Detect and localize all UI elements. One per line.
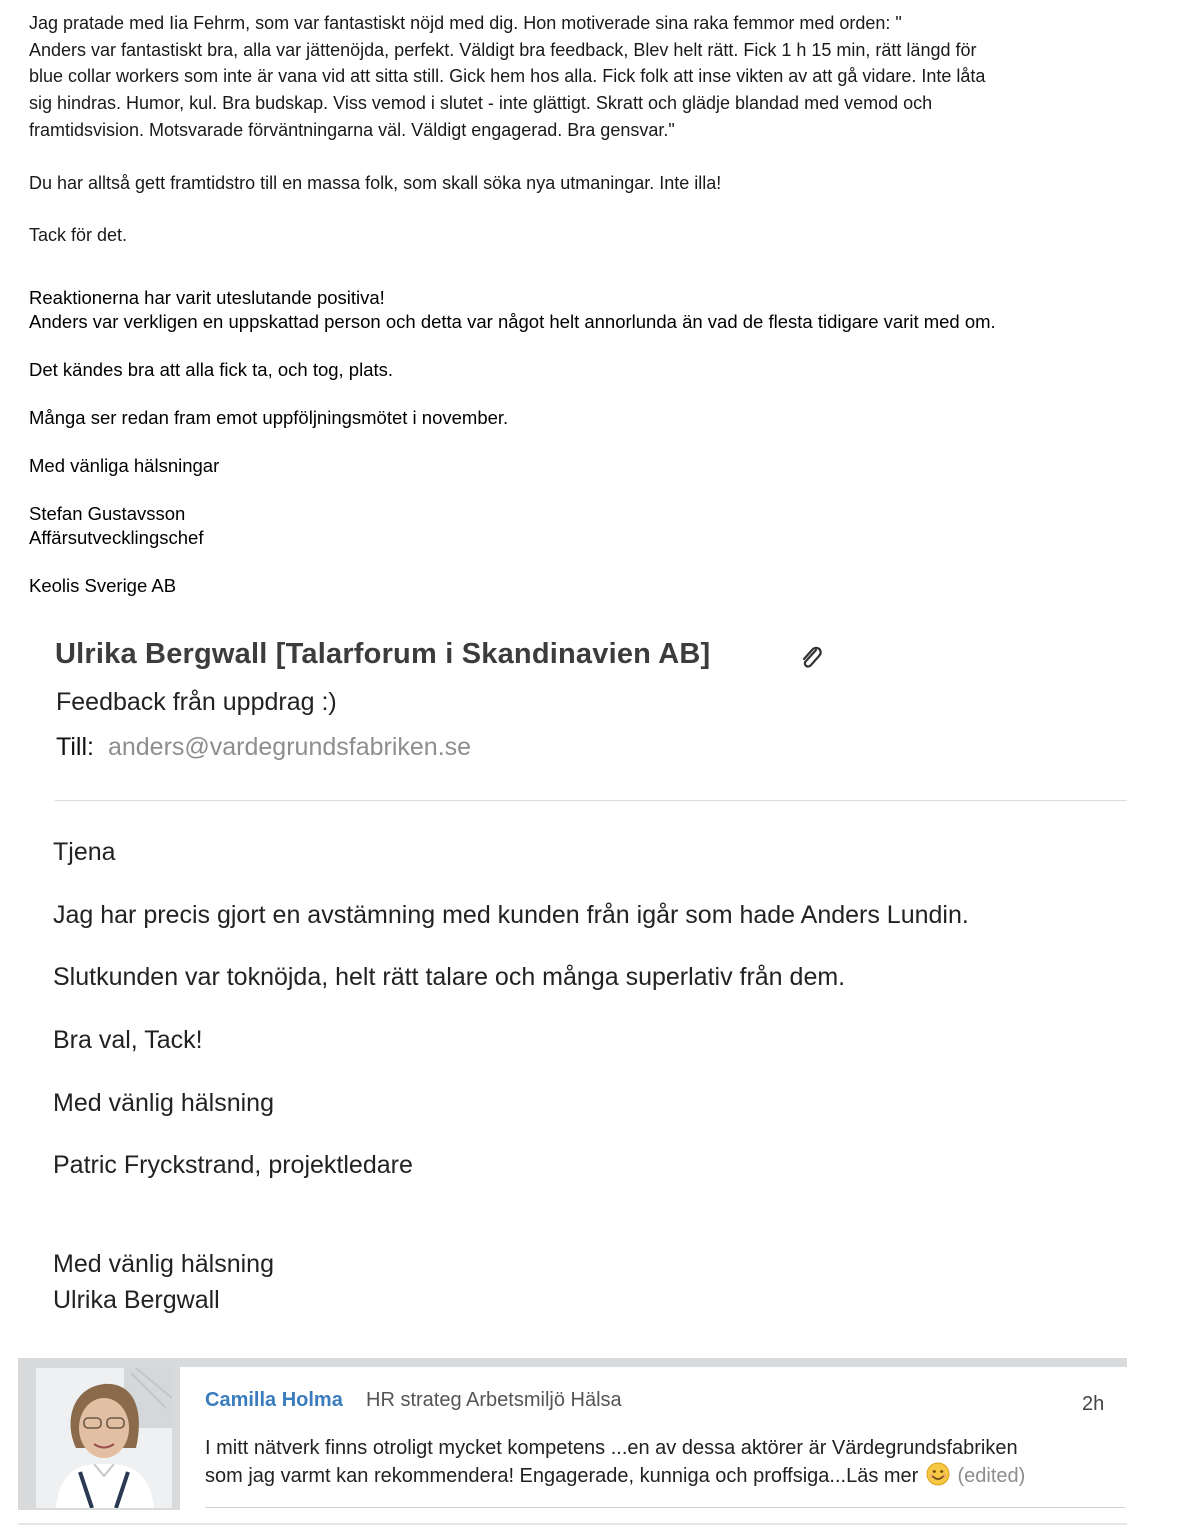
smiling-face-icon: [926, 1462, 950, 1486]
first-email-line: blue collar workers som inte är vana vid att sitta still. Gick hem hos alla. Fick folk att inse vikten av att gå vidare. Inte låta: [29, 66, 986, 87]
header-divider: [55, 800, 1127, 801]
post-text-line2: [205, 1462, 1125, 1490]
signature-role: Affärsutvecklingschef: [29, 527, 204, 548]
mail-body-line: Patric Fryckstrand, projektledare: [53, 1151, 413, 1179]
first-email-line: Jag pratade med Iia Fehrm, som var fantastiskt nöjd med dig. Hon motiverade sina raka femmor med orden: ": [29, 13, 902, 33]
first-email-line: framtidsvision. Motsvarade förväntningarna väl. Väldigt engagerad. Bra gensvar.": [29, 119, 675, 140]
mail-body-line: Slutkunden var toknöjda, helt rätt talare och många superlativ från dem.: [53, 963, 846, 991]
post-author-name[interactable]: Camilla Holma: [205, 1389, 343, 1411]
mail-body-line: Jag har precis gjort en avstämning med kunden från igår som hade Anders Lundin.: [53, 901, 969, 929]
post-edited-label: (edited): [957, 1465, 1026, 1487]
second-email-line: Det kändes bra att alla fick ta, och tog, plats.: [29, 359, 394, 380]
first-email-line: Tack för det.: [29, 225, 128, 246]
paperclip-icon[interactable]: [797, 643, 825, 673]
avatar[interactable]: [36, 1368, 172, 1508]
mail-body-line: Bra val, Tack!: [53, 1026, 203, 1054]
post-author-headline: HR strateg Arbetsmiljö Hälsa: [366, 1389, 622, 1411]
second-email-line: Anders var verkligen en uppskattad person och detta var något helt annorlunda än vad de flesta tidigare varit med om.: [29, 311, 996, 332]
to-label: Till:: [56, 733, 94, 761]
first-email-line: Anders var fantastiskt bra, alla var jättenöjda, perfekt. Väldigt bra feedback, Blev helt rätt. Fick 1 h 15 min, rätt längd för: [29, 39, 977, 60]
post-card-border: [18, 1367, 35, 1510]
post-card-border: [18, 1523, 1127, 1525]
signature-company: Keolis Sverige AB: [29, 575, 177, 596]
first-email-body: [29, 10, 1139, 249]
post-divider: [205, 1507, 1125, 1508]
mail-recipient-row: [56, 733, 471, 762]
post-read-more-text[interactable]: som jag varmt kan rekommendera! Engagerade, kunniga och proffsiga...Läs mer: [205, 1465, 919, 1487]
avatar-photo: [36, 1368, 172, 1508]
mail-subject: Feedback från uppdrag :): [56, 688, 337, 716]
signature-name: Stefan Gustavsson: [29, 503, 186, 524]
post-text: [205, 1434, 1125, 1490]
mail-closing-name: Ulrika Bergwall: [53, 1286, 220, 1314]
mail-closing: Med vänlig hälsning: [53, 1250, 274, 1278]
first-email-line: Du har alltså gett framtidstro till en massa folk, som skall söka nya utmaningar. Inte illa!: [29, 172, 722, 193]
mail-sender[interactable]: Ulrika Bergwall [Talarforum i Skandinavien AB]: [55, 638, 711, 670]
second-email-body: [29, 286, 1159, 598]
second-email-line: Med vänliga hälsningar: [29, 455, 220, 476]
recipient-address[interactable]: anders@vardegrundsfabriken.se: [107, 733, 472, 761]
second-email-line: Reaktionerna har varit uteslutande positiva!: [29, 287, 385, 308]
mail-greeting: Tjena: [53, 838, 116, 866]
mail-body-line: Med vänlig hälsning: [53, 1089, 274, 1117]
post-text-line: I mitt nätverk finns otroligt mycket kompetens ...en av dessa aktörer är Värdegrundsfabriken: [205, 1437, 1018, 1459]
second-email-line: Många ser redan fram emot uppföljningsmötet i november.: [29, 407, 509, 428]
post-timestamp: 2h: [1082, 1393, 1105, 1415]
post-card-border: [18, 1358, 1127, 1367]
first-email-line: sig hindras. Humor, kul. Bra budskap. Viss vemod i slutet - inte glättigt. Skratt och glädje blandad med vemod och: [29, 93, 933, 114]
